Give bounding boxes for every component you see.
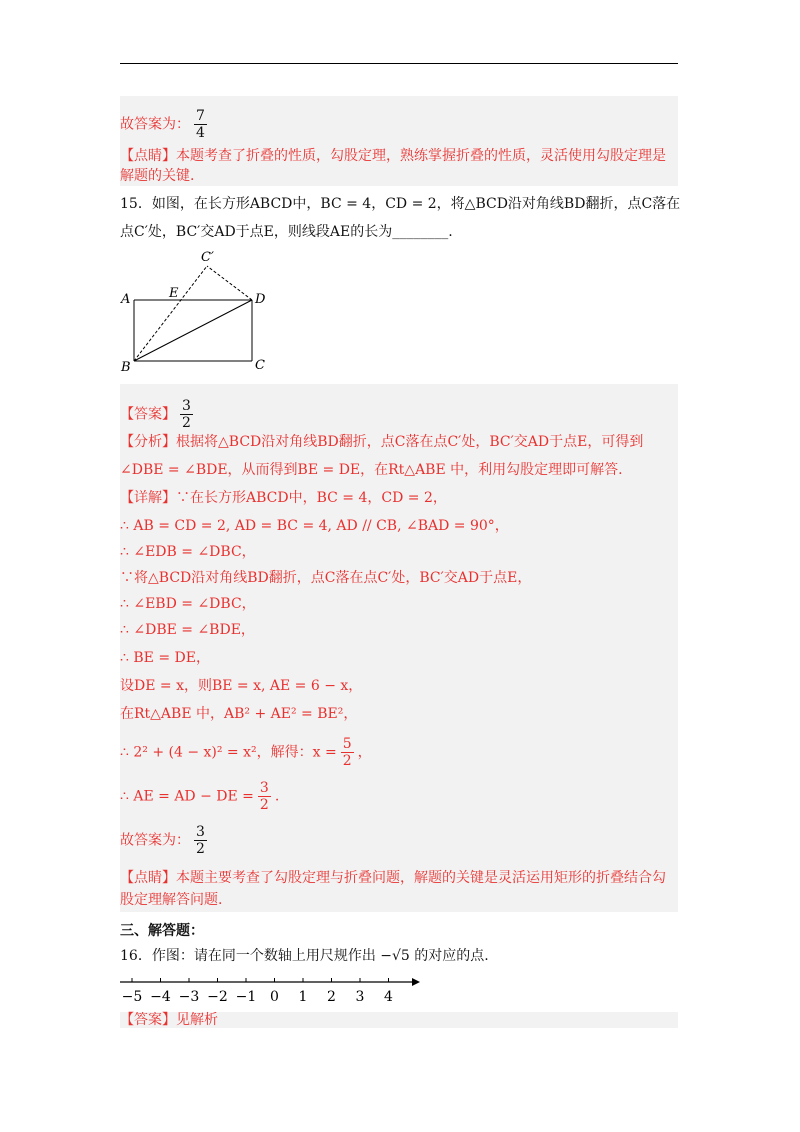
label-C: C bbox=[255, 358, 265, 373]
answer-line bbox=[120, 1010, 218, 1030]
number-line-tick-label: −2 bbox=[207, 989, 228, 1005]
detail-line-6: ∴ ∠DBE = ∠BDE， bbox=[120, 622, 255, 638]
number-line-tick-label: 0 bbox=[270, 989, 279, 1005]
denominator: 2 bbox=[182, 415, 191, 431]
comment-line-2: 股定理解答问题. bbox=[120, 892, 223, 908]
detail-line-2: ∴ AB = CD = 2, AD = BC = 4, AD // CB, ∠BAD = 90°， bbox=[120, 518, 509, 534]
detail-line-10 bbox=[120, 736, 372, 769]
numerator: 3 bbox=[182, 398, 191, 414]
number-line-tick-label: −1 bbox=[235, 989, 257, 1005]
answer-tag: 【答案】 bbox=[120, 406, 176, 423]
answer-line bbox=[120, 108, 211, 141]
number-line-tick-label: 1 bbox=[298, 989, 308, 1005]
answer-line bbox=[120, 398, 197, 431]
detail-text: ， bbox=[357, 744, 372, 761]
analysis-text: 根据将△BCD沿对角线BD翻折，点C落在点C′处，BC′交AD于点E，可得到 bbox=[176, 434, 644, 450]
label-D: D bbox=[255, 292, 266, 307]
numerator: 5 bbox=[342, 736, 352, 752]
answer-block-15 bbox=[120, 384, 678, 912]
label-E: E bbox=[169, 286, 179, 301]
comment-text: 本题主要考查了勾股定理与折叠问题，解题的关键是灵活运用矩形的折叠结合勾 bbox=[176, 870, 666, 886]
numerator: 3 bbox=[259, 780, 269, 796]
detail-text: ∴ 2² + (4 − x)² = x²，解得：x = bbox=[120, 744, 337, 761]
header-rule bbox=[120, 63, 678, 64]
comment-line-1 bbox=[120, 146, 666, 166]
comment-text: 解题的关键. bbox=[120, 168, 195, 184]
detail-text: . bbox=[274, 788, 280, 805]
detail-tag: 【详解】 bbox=[120, 490, 176, 506]
analysis-line-2: ∠DBE = ∠BDE，从而得到BE = DE，在Rt△ABE 中，利用勾股定理即可解答. bbox=[120, 462, 623, 478]
answer-block-14 bbox=[120, 96, 678, 186]
diagonal-BD bbox=[134, 300, 252, 361]
analysis-line-1 bbox=[120, 432, 643, 452]
rectangle-fold-figure bbox=[115, 245, 275, 380]
denominator: 4 bbox=[196, 125, 205, 141]
denominator: 2 bbox=[196, 841, 205, 857]
final-answer-line bbox=[120, 824, 211, 857]
detail-line-11 bbox=[120, 780, 279, 813]
numerator: 3 bbox=[196, 824, 205, 840]
number-line bbox=[118, 972, 428, 1008]
answer-block-16 bbox=[120, 1012, 678, 1028]
detail-line-3: ∴ ∠EDB = ∠DBC， bbox=[120, 544, 256, 560]
question-15-line-2: 点C′处，BC′交AD于点E，则线段AE的长为________. bbox=[120, 224, 453, 240]
label-B: B bbox=[121, 360, 131, 375]
label-A: A bbox=[121, 292, 131, 307]
denominator: 2 bbox=[259, 797, 269, 813]
analysis-tag: 【分析】 bbox=[120, 434, 176, 450]
answer-prefix: 故答案为： bbox=[120, 116, 190, 133]
denominator: 2 bbox=[342, 753, 352, 769]
detail-line-8: 设DE = x，则BE = x, AE = 6 − x， bbox=[120, 678, 363, 694]
answer-fraction bbox=[194, 108, 207, 141]
detail-text: ∴ AE = AD − DE = bbox=[120, 788, 254, 805]
dashed-BCp bbox=[134, 266, 207, 361]
number-line-tick-label: −5 bbox=[121, 989, 143, 1005]
comment-tag: 【点睛】 bbox=[120, 870, 176, 886]
number-line-tick-label: −4 bbox=[150, 989, 171, 1005]
final-prefix: 故答案为： bbox=[120, 832, 190, 849]
question-16-line-1: 16．作图：请在同一个数轴上用尺规作出 −√5 的对应的点. bbox=[120, 948, 489, 964]
number-line-arrow bbox=[412, 978, 420, 986]
comment-tag: 【点睛】 bbox=[120, 148, 176, 164]
comment-line-2 bbox=[120, 166, 194, 186]
answer-text: 见解析 bbox=[176, 1012, 218, 1028]
number-line-tick-label: 2 bbox=[327, 989, 336, 1005]
detail-line-5: ∴ ∠EBD = ∠DBC， bbox=[120, 596, 256, 612]
answer-fraction bbox=[180, 398, 193, 431]
comment-line-1 bbox=[120, 868, 666, 888]
detail-line-9: 在Rt△ABE 中，AB² + AE² = BE²， bbox=[120, 706, 358, 722]
dashed-DCp bbox=[207, 266, 252, 300]
answer-tag: 【答案】 bbox=[120, 1012, 176, 1028]
x-fraction bbox=[341, 736, 354, 769]
label-C-prime: C′ bbox=[201, 250, 214, 265]
detail-line-4: ∵将△BCD沿对角线BD翻折，点C落在点C′处，BC′交AD于点E， bbox=[120, 570, 532, 586]
detail-line-7: ∴ BE = DE， bbox=[120, 650, 210, 666]
detail-line-1 bbox=[120, 488, 447, 508]
section-title: 三、解答题： bbox=[120, 923, 204, 939]
numerator: 7 bbox=[196, 108, 205, 124]
detail-text: ∵在长方形ABCD中，BC = 4，CD = 2， bbox=[176, 490, 447, 506]
number-line-tick-label: 3 bbox=[355, 989, 365, 1005]
number-line-tick-label: −3 bbox=[178, 989, 200, 1005]
comment-text: 本题考查了折叠的性质，勾股定理，熟练掌握折叠的性质，灵活使用勾股定理是 bbox=[176, 148, 666, 164]
question-15-line-1: 15．如图，在长方形ABCD中，BC = 4，CD = 2，将△BCD沿对角线BD翻折，点C落在 bbox=[120, 196, 681, 212]
number-line-tick-label: 4 bbox=[384, 989, 393, 1005]
ae-fraction bbox=[258, 780, 271, 813]
final-fraction bbox=[194, 824, 207, 857]
